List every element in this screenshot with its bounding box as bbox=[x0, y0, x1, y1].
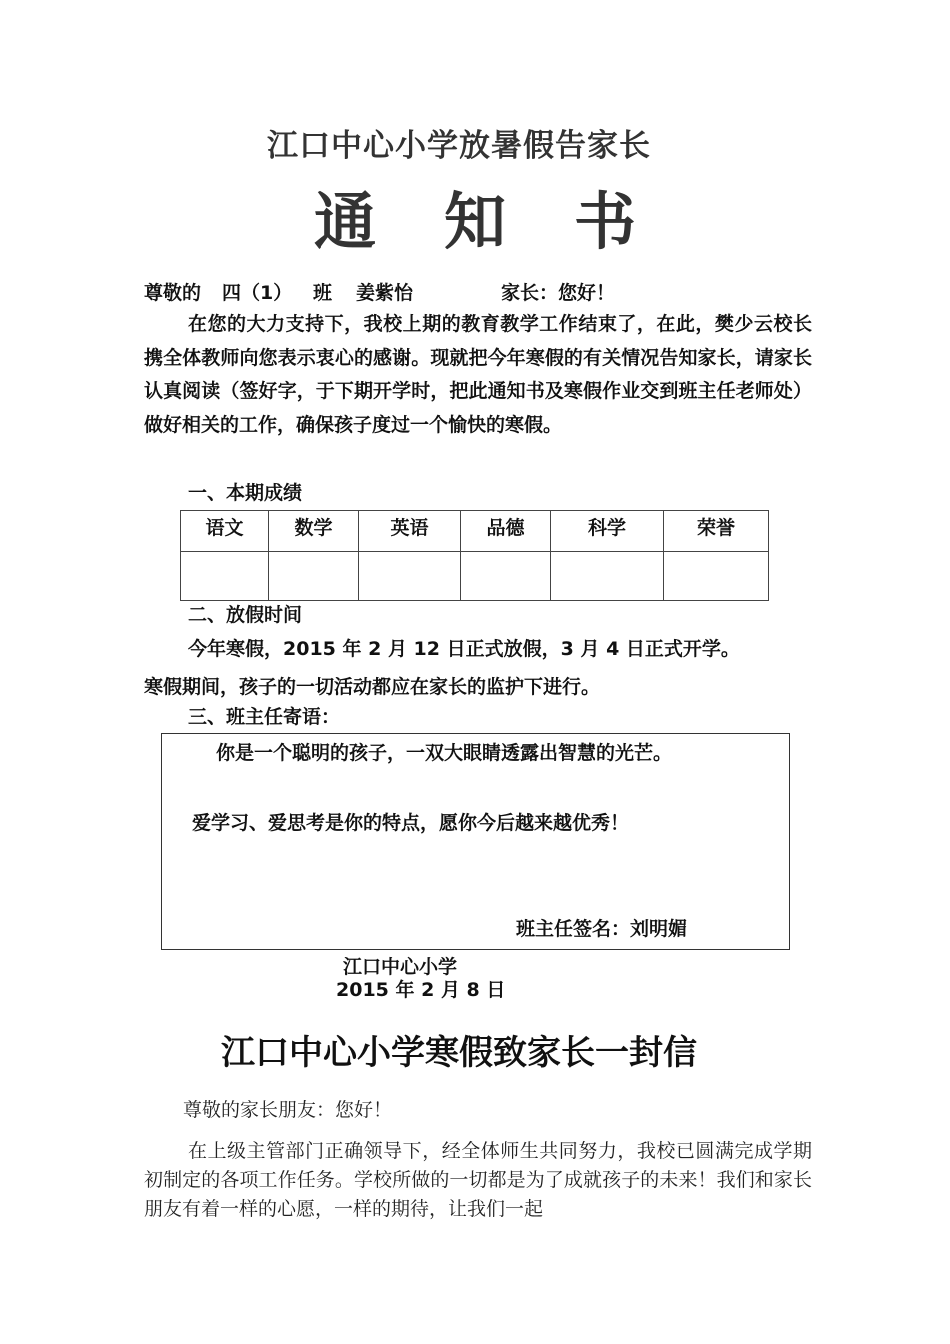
grades-table bbox=[180, 510, 769, 601]
grades-score-cell bbox=[551, 552, 664, 601]
grades-score-cell bbox=[359, 552, 461, 601]
grades-score-cell bbox=[269, 552, 359, 601]
title-char: 通 bbox=[313, 185, 376, 258]
notice-title: 江口中心小学放暑假告家长 bbox=[267, 128, 651, 164]
section-comment-heading: 三、班主任寄语： bbox=[188, 706, 341, 728]
grades-score-cell bbox=[461, 552, 551, 601]
comment-line-2: 爱学习、爱思考是你的特点，愿你今后越来越优秀！ bbox=[192, 812, 630, 834]
letter-paragraph: 在上级主管部门正确领导下，经全体师生共同努力，我校已圆满完成学期初制定的各项工作任务。学校所做的一切都是为了成就孩子的未来！我们和家长朋友有着一样的心愿，一样的期待，让我们一起 bbox=[144, 1140, 812, 1220]
greeting-suffix: 家长：您好！ bbox=[501, 282, 616, 304]
grades-score-cell bbox=[664, 552, 769, 601]
holiday-dates: 今年寒假，2015 年 2 月 12 日正式放假，3 月 4 日正式开学。 bbox=[188, 638, 740, 660]
title-char: 知 bbox=[443, 185, 506, 258]
letter-title: 江口中心小学寒假致家长一封信 bbox=[221, 1033, 697, 1073]
grades-score-cell bbox=[181, 552, 269, 601]
grades-header-cell: 科学 bbox=[551, 511, 664, 552]
section-grades-heading: 一、本期成绩 bbox=[188, 482, 303, 504]
teacher-comment-box bbox=[161, 733, 790, 950]
intro-paragraph: 在您的大力支持下，我校上期的教育教学工作结束了，在此，樊少云校长携全体教师向您表示衷心的感谢。现就把今年寒假的有关情况告知家长，请家长认真阅读（签好字，于下期开学时，把此通知书及寒假作业交到班主任老师处）做好相关的工作，确保孩子度过一个愉快的寒假。 bbox=[144, 313, 812, 436]
section-holiday-heading: 二、放假时间 bbox=[188, 604, 303, 626]
grades-header-row bbox=[181, 511, 769, 552]
grades-header-cell: 荣誉 bbox=[664, 511, 769, 552]
notice-subtitle bbox=[0, 172, 950, 261]
greeting-class: 四（1） bbox=[222, 282, 293, 304]
grades-header-cell: 品德 bbox=[461, 511, 551, 552]
greeting-prefix: 尊敬的 bbox=[144, 282, 202, 304]
title-char: 书 bbox=[574, 185, 637, 258]
teacher-signature: 班主任签名：刘明媚 bbox=[516, 918, 688, 940]
letter-greeting: 尊敬的家长朋友：您好！ bbox=[183, 1099, 393, 1121]
grades-header-cell: 语文 bbox=[181, 511, 269, 552]
greeting-class-word: 班 bbox=[313, 282, 333, 304]
grades-header-cell: 数学 bbox=[269, 511, 359, 552]
comment-line-1: 你是一个聪明的孩子，一双大眼睛透露出智慧的光芒。 bbox=[216, 742, 673, 764]
grades-score-row bbox=[181, 552, 769, 601]
greeting-student: 姜紫怡 bbox=[356, 282, 414, 304]
grades-header-cell: 英语 bbox=[359, 511, 461, 552]
school-name: 江口中心小学 bbox=[343, 956, 458, 978]
notice-date: 2015 年 2 月 8 日 bbox=[336, 979, 506, 1001]
holiday-supervision: 寒假期间，孩子的一切活动都应在家长的监护下进行。 bbox=[144, 676, 601, 698]
